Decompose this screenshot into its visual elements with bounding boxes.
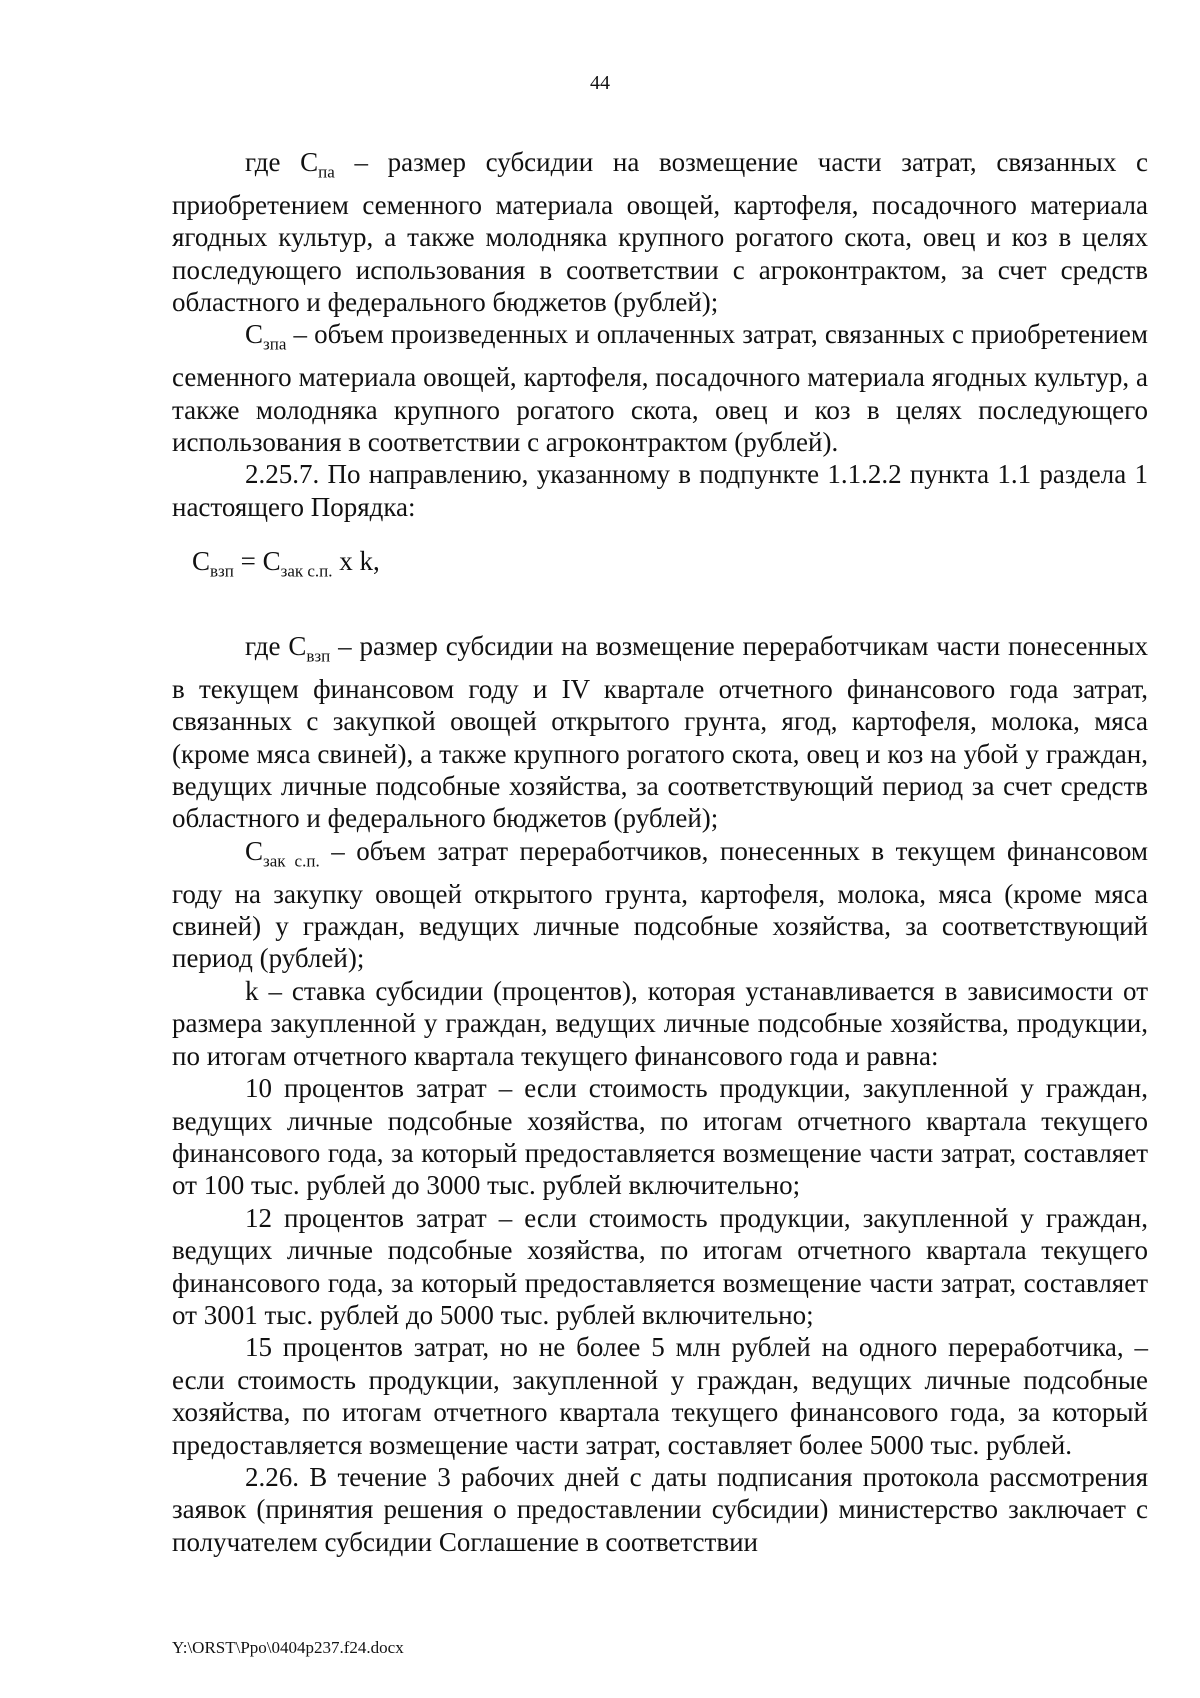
- subscript: взп: [210, 561, 234, 581]
- text-fragment: x k,: [332, 546, 380, 577]
- paragraph-2-25-7: 2.25.7. По направлению, указанному в подпункте 1.1.2.2 пункта 1.1 раздела 1 настоящего Порядка:: [172, 459, 1148, 522]
- file-path-footer: Y:\ORST\Ppo\0404p237.f24.docx: [172, 1638, 404, 1657]
- subscript: па: [318, 162, 335, 182]
- paragraph-k-definition: k – ставка субсидии (процентов), которая устанавливается в зависимости от размера закупленной у граждан, ведущих личные подсобные хозяйства, продукции, по итогам отчетного квартала текущего финансового года и равна:: [172, 975, 1148, 1071]
- page-number: 44: [590, 72, 610, 94]
- text-fragment: – объем затрат переработчиков, понесенных в текущем финансовом году на закупку овощей открытого грунта, картофеля, молока, мяса (кроме мяса свиней) у граждан, ведущих личные подсобные хозяйства, за соответствующий период (рублей);: [172, 835, 1148, 974]
- paragraph-szpa-definition: [172, 318, 1148, 458]
- subscript: зпа: [263, 334, 287, 354]
- paragraph-rate-15: 15 процентов затрат, но не более 5 млн рублей на одного переработчика, – если стоимость продукции, закупленной у граждан, ведущих личные подсобные хозяйства, по итогам отчетного квартала текущего финансового года, за который предоставляется возмещение части затрат, составляет более 5000 тыс. рублей.: [172, 1332, 1148, 1460]
- paragraph-2-26: 2.26. В течение 3 рабочих дней с даты подписания протокола рассмотрения заявок (принятия решения о предоставлении субсидии) министерство заключает с получателем субсидии Соглашение в соответствии: [172, 1461, 1148, 1557]
- text-fragment: С: [245, 319, 264, 350]
- paragraph-rate-12: 12 процентов затрат – если стоимость продукции, закупленной у граждан, ведущих личные подсобные хозяйства, по итогам отчетного квартала текущего финансового года, за который предоставляется возмещение части затрат, составляет от 3001 тыс. рублей до 5000 тыс. рублей включительно;: [172, 1202, 1148, 1330]
- text-fragment: С: [192, 546, 211, 577]
- paragraph-spa-definition: [172, 146, 1148, 318]
- paragraph-rate-10: 10 процентов затрат – если стоимость продукции, закупленной у граждан, ведущих личные подсобные хозяйства, по итогам отчетного квартала текущего финансового года, за который предоставляется возмещение части затрат, составляет от 100 тыс. рублей до 3000 тыс. рублей включительно;: [172, 1073, 1148, 1201]
- text-fragment: где С: [245, 631, 307, 662]
- subscript: зак с.п.: [263, 851, 320, 871]
- text-fragment: – размер субсидии на возмещение части затрат, связанных с приобретением семенного материала овощей, картофеля, посадочного материала ягодных культур, а также молодняка крупного рогатого скота, овец и коз в целях последующего использования в соответствии с агроконтрактом, за счет средств областного и федерального бюджетов (рублей);: [172, 147, 1148, 318]
- text-fragment: = С: [233, 546, 281, 577]
- text-fragment: где С: [245, 147, 319, 177]
- document-body: [172, 146, 1148, 1558]
- subscript: взп: [306, 646, 331, 666]
- subscript: зак с.п.: [280, 561, 333, 581]
- paragraph-szak-definition: [172, 835, 1148, 975]
- formula: [172, 545, 1148, 588]
- text-fragment: С: [245, 835, 264, 866]
- paragraph-svzp-definition: [172, 630, 1148, 835]
- text-fragment: – размер субсидии на возмещение переработчикам части понесенных в текущем финансовом году и IV квартале отчетного финансового года затрат, связанных с закупкой овощей открытого грунта, ягод, картофеля, молока, мяса (кроме мяса свиней), а также крупного рогатого скота, овец и коз на убой у граждан, ведущих личные подсобные хозяйства, за соответствующий период за счет средств областного и федерального бюджетов (рублей);: [172, 631, 1148, 834]
- text-fragment: – объем произведенных и оплаченных затрат, связанных с приобретением семенного материала овощей, картофеля, посадочного материала ягодных культур, а также молодняка крупного рогатого скота, овец и коз в целях последующего использования в соответствии с агроконтрактом (рублей).: [172, 319, 1148, 458]
